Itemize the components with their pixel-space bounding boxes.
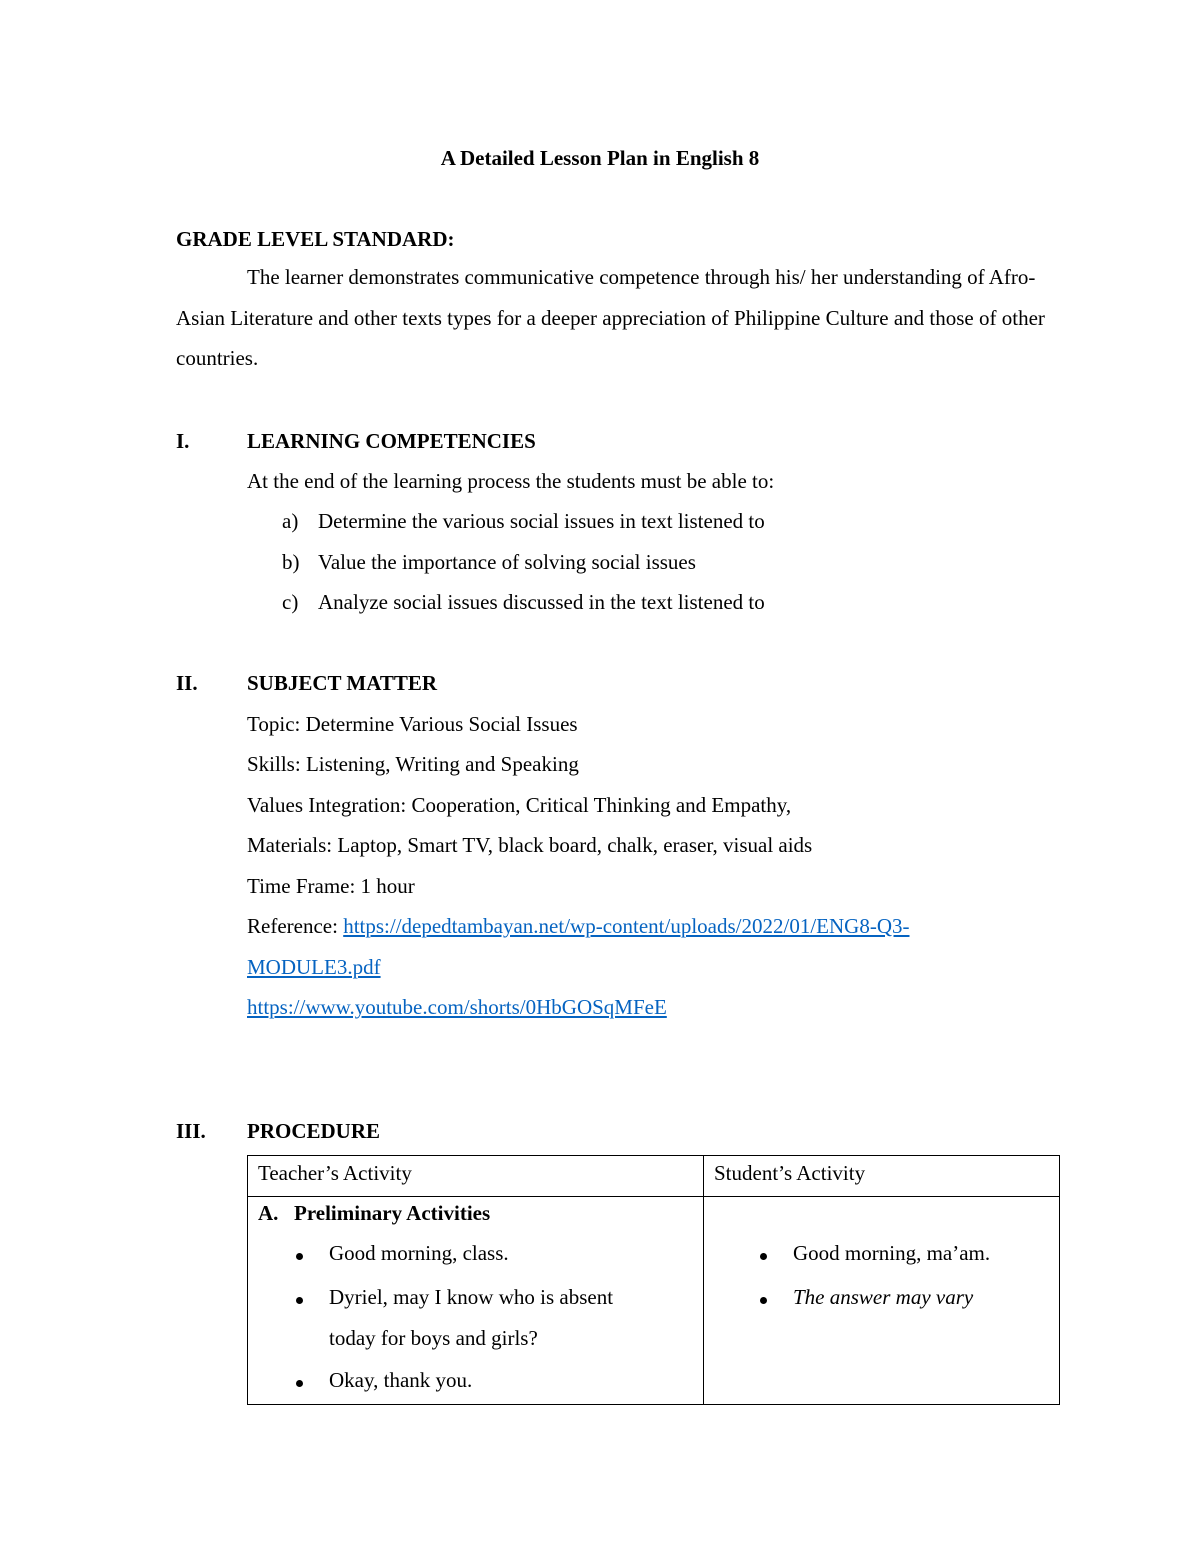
student-activity-cell: [704, 1197, 1060, 1405]
student-item-2: The answer may vary: [793, 1285, 974, 1309]
competency-item-b: Value the importance of solving social issues: [318, 550, 696, 574]
reference-label: Reference:: [247, 914, 344, 938]
teacher-item-2: Dyriel, may I know who is absent: [329, 1285, 614, 1309]
subject-matter-heading: SUBJECT MATTER: [247, 671, 438, 695]
teacher-item-1: Good morning, class.: [329, 1241, 509, 1265]
student-activity-header: Student’s Activity: [704, 1156, 1060, 1197]
teacher-item-2-cont: today for boys and girls?: [329, 1326, 538, 1350]
grade-level-standard-text: [176, 257, 1056, 379]
subject-reference-youtube: [247, 993, 667, 1021]
teacher-activity-header: Teacher’s Activity: [248, 1156, 704, 1197]
competency-letter-b: b): [282, 550, 300, 574]
procedure-table: [247, 1155, 1060, 1405]
subject-skills: Skills: Listening, Writing and Speaking: [247, 752, 579, 776]
teacher-item-3: Okay, thank you.: [329, 1368, 473, 1392]
reference-link-youtube[interactable]: https://www.youtube.com/shorts/0HbGOSqMFeE: [247, 995, 667, 1019]
competency-letter-c: c): [282, 590, 299, 614]
table-header-row: [248, 1156, 1060, 1197]
bullet-icon: [760, 1253, 767, 1260]
bullet-icon: [760, 1297, 767, 1304]
subject-materials: Materials: Laptop, Smart TV, black board, chalk, eraser, visual aids: [247, 833, 813, 857]
reference-link-deped-cont[interactable]: MODULE3.pdf: [247, 955, 381, 979]
learning-competencies-intro: At the end of the learning process the students must be able to:: [247, 469, 775, 493]
subject-time-frame: Time Frame: 1 hour: [247, 874, 415, 898]
subject-reference-cont: [247, 953, 381, 981]
preliminary-activities-title: [258, 1199, 490, 1227]
learning-competencies-heading: LEARNING COMPETENCIES: [247, 429, 536, 453]
section-title: Preliminary Activities: [294, 1201, 491, 1225]
teacher-activity-cell: [248, 1197, 704, 1405]
grade-level-standard-body: The learner demonstrates communicative competence through his/ her understanding of Afro-Asian Literature and other texts types for a deeper appreciation of Philippine Culture and those of other countries.: [176, 265, 1045, 370]
section-number-2: II.: [176, 671, 198, 695]
subject-values: Values Integration: Cooperation, Critical Thinking and Empathy,: [247, 793, 792, 817]
grade-level-standard-heading: GRADE LEVEL STANDARD:: [176, 227, 455, 251]
competency-item-a: Determine the various social issues in text listened to: [318, 509, 765, 533]
document-title: A Detailed Lesson Plan in English 8: [440, 146, 760, 170]
bullet-icon: [296, 1297, 303, 1304]
student-item-1: Good morning, ma’am.: [793, 1241, 991, 1265]
section-number-3: III.: [176, 1119, 206, 1143]
subject-reference: [247, 912, 910, 940]
bullet-icon: [296, 1253, 303, 1260]
reference-link-deped[interactable]: https://depedtambayan.net/wp-content/uploads/2022/01/ENG8-Q3-: [343, 914, 910, 938]
competency-item-c: Analyze social issues discussed in the text listened to: [318, 590, 765, 614]
subject-topic: Topic: Determine Various Social Issues: [247, 712, 578, 736]
bullet-icon: [296, 1380, 303, 1387]
section-letter: A.: [258, 1201, 279, 1225]
table-row: [248, 1197, 1060, 1405]
competency-letter-a: a): [282, 509, 299, 533]
procedure-heading: PROCEDURE: [247, 1119, 381, 1143]
section-number-1: I.: [176, 429, 190, 453]
